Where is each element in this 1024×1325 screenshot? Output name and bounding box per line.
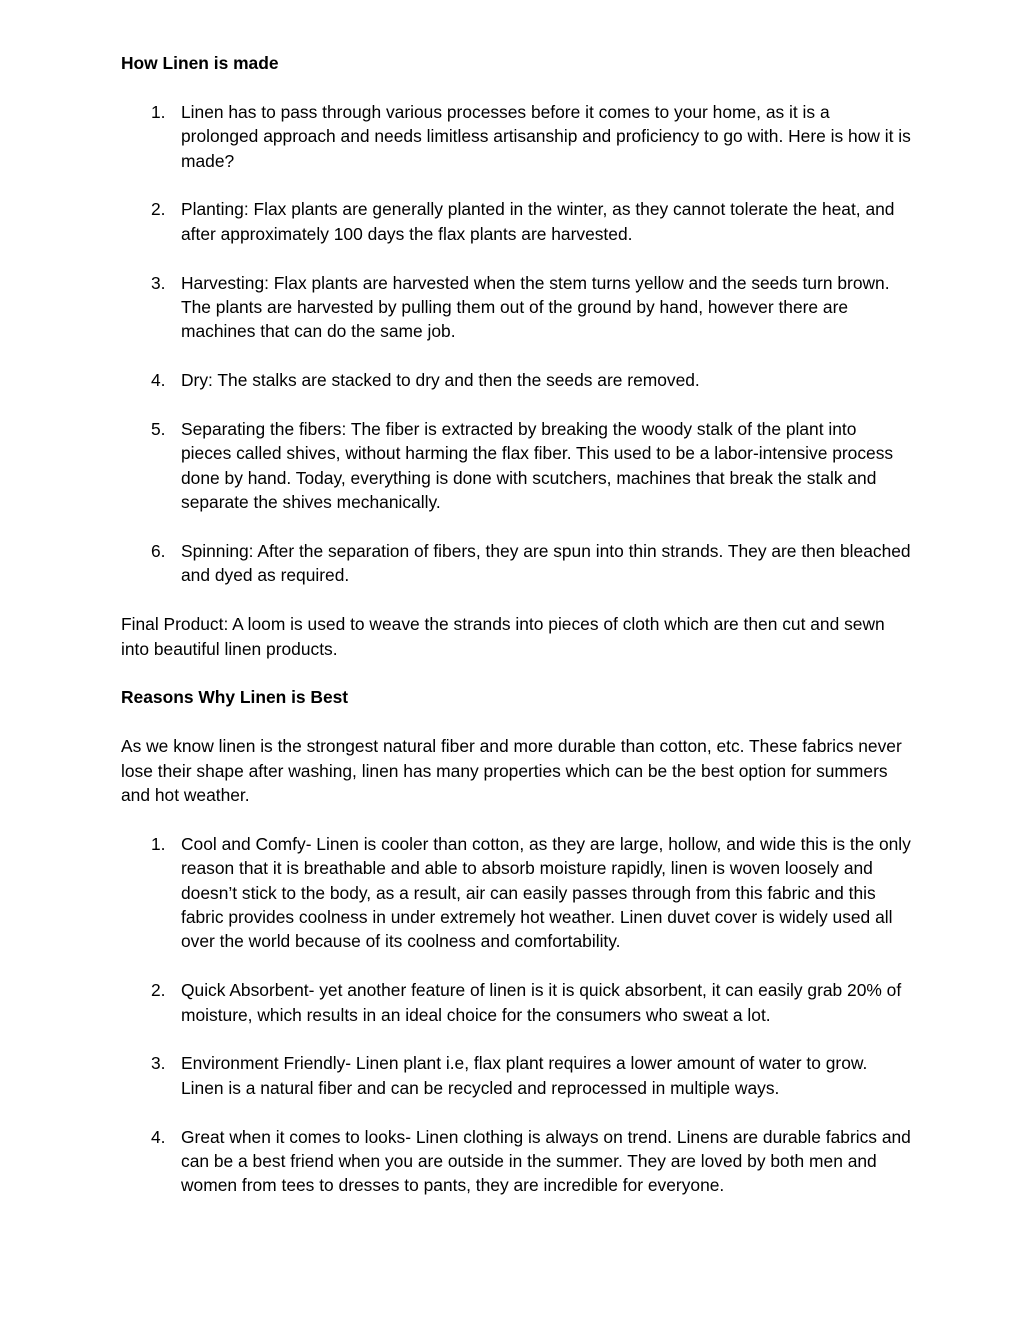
list-number: 5.	[151, 419, 166, 440]
list-item	[121, 1051, 911, 1100]
list-item-text: Dry: The stalks are stacked to dry and then the seeds are removed.	[181, 370, 700, 391]
steps-list	[121, 100, 911, 588]
list-number: 2.	[151, 199, 166, 220]
list-number: 6.	[151, 541, 166, 562]
list-item	[121, 539, 911, 588]
list-item	[121, 1125, 911, 1198]
list-item	[121, 197, 911, 246]
list-item	[121, 100, 911, 173]
list-item-text: Harvesting: Flax plants are harvested when the stem turns yellow and the seeds turn brown. The plants are harvested by pulling them out of the ground by hand, however there are machines that can do the same job.	[181, 272, 890, 342]
list-number: 3.	[151, 1053, 166, 1074]
list-item	[121, 271, 911, 344]
list-number: 1.	[151, 101, 166, 122]
list-number: 4.	[151, 1126, 166, 1147]
list-item-text: Separating the fibers: The fiber is extracted by breaking the woody stalk of the plant into pieces called shives, without harming the flax fiber. This used to be a labor-intensive process done by hand. Today, everything is done with scutchers, machines that break the stalk and separate the shives mechanically.	[181, 419, 894, 513]
list-item-text: Great when it comes to looks- Linen clothing is always on trend. Linens are durable fabrics and can be a best friend when you are outside in the summer. They are loved by both men and women from tees to dresses to pants, they are incredible for everyone.	[181, 1126, 911, 1196]
intro-paragraph: As we know linen is the strongest natural fiber and more durable than cotton, etc. These fabrics never lose their shape after washing, linen has many properties which can be the best option for summers and hot weather.	[121, 736, 902, 806]
document-page	[121, 51, 911, 1198]
list-item-text: Spinning: After the separation of fibers, they are spun into thin strands. They are then bleached and dyed as required.	[181, 541, 911, 586]
list-number: 3.	[151, 272, 166, 293]
section-heading-how-linen-is-made: How Linen is made	[121, 53, 279, 73]
list-item	[121, 832, 911, 954]
reasons-list	[121, 832, 911, 1198]
list-item	[121, 417, 911, 515]
list-item-text: Planting: Flax plants are generally planted in the winter, as they cannot tolerate the heat, and after approximately 100 days the flax plants are harvested.	[181, 199, 895, 244]
list-item	[121, 978, 911, 1027]
list-item-text: Linen has to pass through various processes before it comes to your home, as it is a prolonged approach and needs limitless artisanship and proficiency to go with. Here is how it is made?	[181, 101, 911, 171]
list-number: 4.	[151, 370, 166, 391]
final-product-paragraph: Final Product: A loom is used to weave the strands into pieces of cloth which are then cut and sewn into beautiful linen products.	[121, 614, 885, 659]
list-item	[121, 368, 911, 392]
list-number: 1.	[151, 833, 166, 854]
list-number: 2.	[151, 980, 166, 1001]
section-heading-reasons: Reasons Why Linen is Best	[121, 687, 349, 708]
list-item-text: Cool and Comfy- Linen is cooler than cotton, as they are large, hollow, and wide this is the only reason that it is breathable and able to absorb moisture rapidly, linen is woven loosely and doesn’t stick to the body, as a result, air can easily passes through from this fabric and this fabric provides coolness in under extremely hot weather. Linen duvet cover is widely used all over the world because of its coolness and comfortability.	[181, 833, 911, 952]
list-item-text: Environment Friendly- Linen plant i.e, flax plant requires a lower amount of water to grow. Linen is a natural fiber and can be recycled and reprocessed in multiple ways.	[181, 1053, 868, 1098]
list-item-text: Quick Absorbent- yet another feature of linen is it is quick absorbent, it can easily grab 20% of moisture, which results in an ideal choice for the consumers who sweat a lot.	[181, 980, 902, 1025]
